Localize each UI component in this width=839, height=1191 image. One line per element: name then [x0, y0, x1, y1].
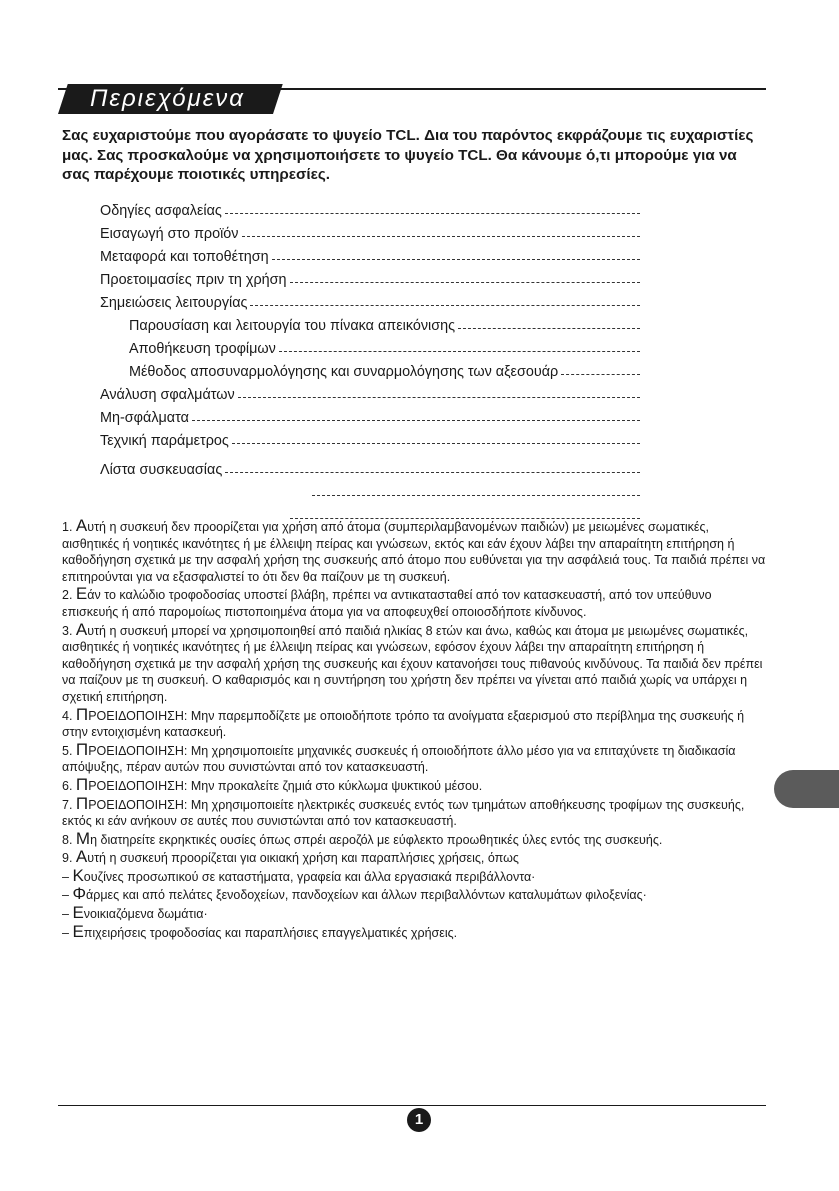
toc-leader-dots: [312, 495, 640, 496]
toc-leader-dots: [279, 351, 640, 352]
safety-notes: [62, 516, 769, 943]
footer-rule: [58, 1105, 766, 1106]
page-number-badge: 1: [407, 1108, 431, 1132]
toc-leader-dots: [232, 443, 640, 444]
table-of-contents: [100, 196, 640, 524]
toc-item-operation-notes[interactable]: Σημειώσεις λειτουργίας: [100, 288, 640, 311]
toc-blank-row: [100, 478, 640, 501]
note-item: 6. ΠΡΟΕΙΔΟΠΟΙΗΣΗ: Μην προκαλείτε ζημιά στο κύκλωμα ψυκτικού μέσου.: [62, 774, 483, 794]
toc-leader-dots: [458, 328, 640, 329]
toc-leader-dots: [242, 236, 640, 237]
toc-leader-dots: [272, 259, 640, 260]
page-title: Περιεχόμενα: [90, 85, 245, 112]
toc-item-preparation[interactable]: Προετοιμασίες πριν τη χρήση: [100, 265, 640, 288]
note-subitem: – Επιχειρήσεις τροφοδοσίας και παραπλήσιες επαγγελματικές χρήσεις.: [62, 921, 458, 941]
toc-item-troubleshooting[interactable]: Ανάλυση σφαλμάτων: [100, 380, 640, 403]
note-item: 9. Αυτή η συσκευή προορίζεται για οικιακή χρήση και παραπλήσιες χρήσεις, όπως: [62, 847, 519, 867]
toc-leader-dots: [225, 472, 640, 473]
toc-item-food-storage[interactable]: Αποθήκευση τροφίμων: [100, 334, 640, 357]
note-item: 7. ΠΡΟΕΙΔΟΠΟΙΗΣΗ: Μη χρησιμοποιείτε ηλεκτρικές συσκευές εντός των τμημάτων αποθήκευσης τροφίμων της συσκευής, εκτός κι εάν ανήκουν σε αυτές που συνιστώνται από τον κατασκευαστή.: [62, 793, 745, 829]
note-item: 3. Αυτή η συσκευή μπορεί να χρησιμοποιηθεί από παιδιά ηλικίας 8 ετών και άνω, καθώς και άτομα με μειωμένες σωματικές, αισθητικές ή νοητικές ικανότητες ή με έλλειψη πείρας και γνώσεων, εφόσον έχουν λάβει την απαραίτητη επιτήρηση ή καθοδήγηση σχετικά με την ασφαλή χρήση της συσκευής και έχουν κατανοήσει τους πιθανούς κινδύνους. Τα παιδιά δεν πρέπει να παίζουν με τη συσκευή. Ο καθαρισμός και η συντήρηση του χρήστη δεν πρέπει να γίνεται από παιδιά χωρίς να υπάρχει η σχετική επιτήρηση.: [62, 619, 763, 704]
toc-item-packing-list[interactable]: Λίστα συσκευασίας: [100, 455, 640, 478]
note-item: 8. Μη διατηρείτε εκρηκτικές ουσίες όπως σπρέι αεροζόλ με εύφλεκτο προωθητικές ύλες εντός της συσκευής.: [62, 828, 663, 848]
toc-leader-dots: [225, 213, 640, 214]
toc-leader-dots: [192, 420, 640, 421]
note-item: 1. Αυτή η συσκευή δεν προορίζεται για χρήση από άτομα (συμπεριλαμβανομένων παιδιών) με μειωμένες σωματικές, αισθητικές ή νοητικές ικανότητες ή με έλλειψη πείρας και γνώσεων, εκτός και εάν έχουν λάβει την απαραίτητη επιτήρηση ή καθοδήγηση σχετικά με την ασφαλή χρήση της συσκευής από άτομο που ευθύνεται για την ασφάλειά τους. Τα παιδιά πρέπει να επιτηρούνται για να εξασφαλιστεί το ότι δεν θα παίζουν με τη συσκευή.: [62, 516, 766, 584]
toc-item-accessories[interactable]: Μέθοδος αποσυναρμολόγησης και συναρμολόγησης των αξεσουάρ: [100, 357, 640, 380]
note-subitem: – Κουζίνες προσωπικού σε καταστήματα, γραφεία και άλλα εργασιακά περιβάλλοντα·: [62, 865, 536, 885]
toc-item-product-intro[interactable]: Εισαγωγή στο προϊόν: [100, 219, 640, 242]
note-item: 2. Εάν το καλώδιο τροφοδοσίας υποστεί βλάβη, πρέπει να αντικατασταθεί από τον κατασκευαστή, από τον υπεύθυνο επισκευής ή από παρομοίως πιστοποιημένα άτομα για να αποφευχθεί οποιοσδήποτε κίνδυνος.: [62, 584, 712, 619]
toc-item-display-panel[interactable]: Παρουσίαση και λειτουργία του πίνακα απεικόνισης: [100, 311, 640, 334]
toc-item-non-faults[interactable]: Μη-σφάλματα: [100, 403, 640, 426]
toc-item-technical[interactable]: Τεχνική παράμετρος: [100, 426, 640, 449]
toc-leader-dots: [290, 282, 640, 283]
toc-item-safety[interactable]: Οδηγίες ασφαλείας: [100, 196, 640, 219]
side-language-tab: [774, 770, 839, 808]
intro-paragraph: Σας ευχαριστούμε που αγοράσατε το ψυγείο TCL. Δια του παρόντος εκφράζουμε τις ευχαριστίες μας. Σας προσκαλούμε να χρησιμοποιήσετε το ψυγείο TCL. Θα κάνουμε ό,τι μπορούμε για να σας παρέχουμε ποιοτικές υπηρεσίες.: [62, 127, 754, 183]
toc-leader-dots: [250, 305, 640, 306]
toc-item-transport[interactable]: Μεταφορά και τοποθέτηση: [100, 242, 640, 265]
toc-leader-dots: [561, 374, 640, 375]
note-item: 5. ΠΡΟΕΙΔΟΠΟΙΗΣΗ: Μη χρησιμοποιείτε μηχανικές συσκευές ή οποιοδήποτε άλλο μέσο για να επιταχύνετε τη διαδικασία απόψυξης, πέραν αυτών που συνιστώνται από τον κατασκευαστή.: [62, 739, 736, 775]
note-subitem: – Φάρμες και από πελάτες ξενοδοχείων, πανδοχείων και άλλων περιβαλλόντων καταλυμάτων φιλοξενίας·: [62, 884, 647, 904]
note-item: 4. ΠΡΟΕΙΔΟΠΟΙΗΣΗ: Μην παρεμποδίζετε με οποιοδήποτε τρόπο τα ανοίγματα εξαερισμού στο περίβλημα της συσκευής ή στην εντοιχισμένη κατασκευή.: [62, 704, 745, 740]
toc-leader-dots: [238, 397, 640, 398]
note-subitem: – Ενοικιαζόμενα δωμάτια·: [62, 903, 208, 923]
